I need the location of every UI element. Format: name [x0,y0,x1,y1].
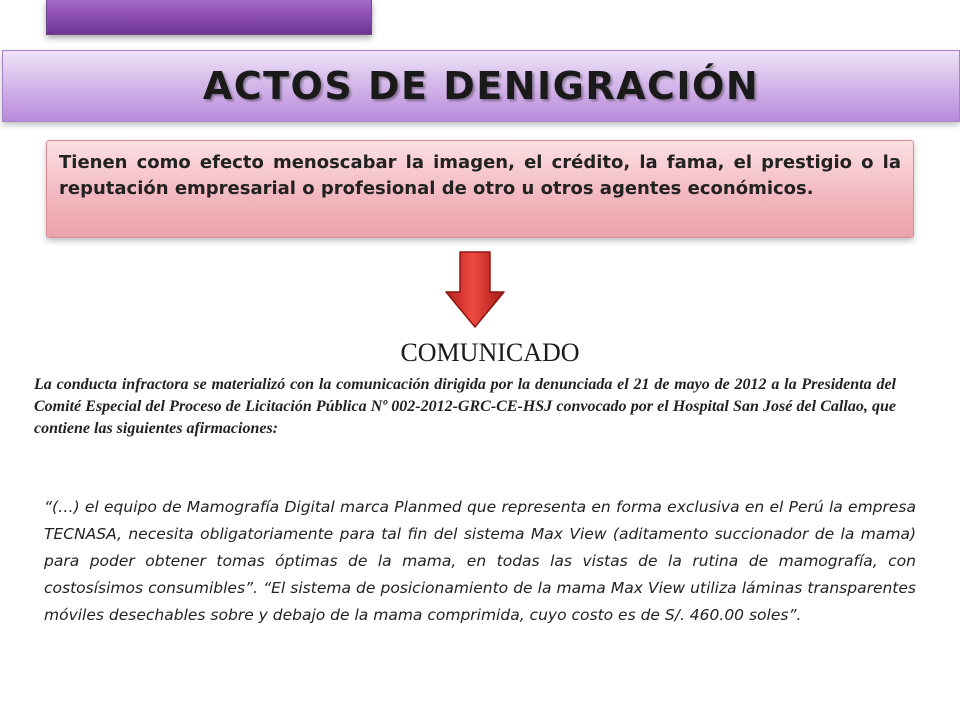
section-heading: COMUNICADO [400,338,580,367]
quote-paragraph: “(…) el equipo de Mamografía Digital marca Planmed que representa en forma exclusiva en el Perú la empresa TECNASA, necesita obligatoriamente para tal fin del sistema Max View (aditamento succionador de la mama) para poder obtener tomas óptimas de la mama, en todas las vistas de la rutina de mamografía, con costosísimos consumibles”. “El sistema de posicionamiento de la mama Max View utiliza láminas transparentes móviles desechables sobre y debajo de la mama comprimida, cuyo costo es de S/. 460.00 soles”. [44,498,916,624]
title-bar [2,50,960,122]
slide-title: ACTOS DE DENIGRACIÓN [202,64,760,108]
top-tab-decoration [46,0,372,35]
conduct-paragraph: La conducta infractora se materializó con la comunicación dirigida por la denunciada el 21 de mayo de 2012 a la Presidenta del Comité Especial del Proceso de Licitación Pública Nº 002-2012-GRC-CE-HSJ convocado por el Hospital San José del Callao, que contiene las siguientes afirmaciones: [34,376,896,437]
down-arrow-icon [444,250,506,330]
definition-text: Tienen como efecto menoscabar la imagen, el crédito, la fama, el prestigio o la reputación empresarial o profesional de otro u otros agentes económicos. [59,152,901,199]
definition-box [46,140,914,238]
